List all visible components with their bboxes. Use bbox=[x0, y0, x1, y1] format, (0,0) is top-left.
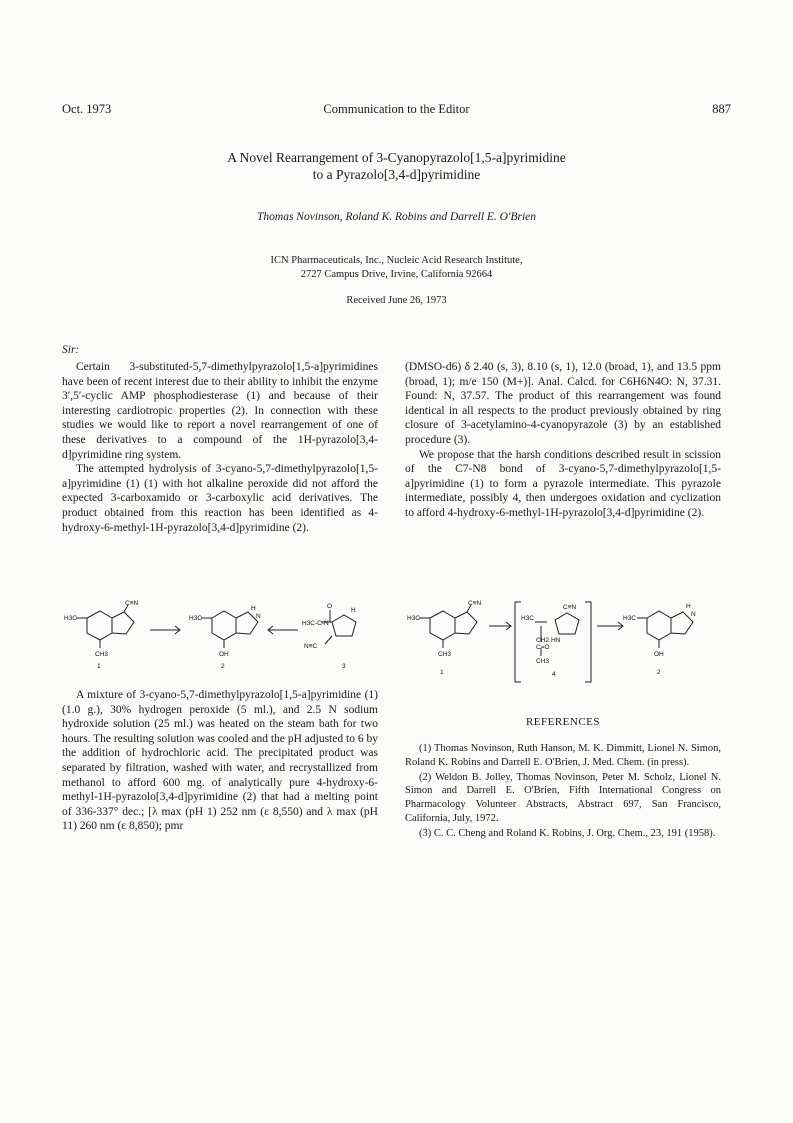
scheme-group-cyano: C≡N bbox=[563, 604, 577, 611]
affiliation-line-2: 2727 Campus Drive, Irvine, California 92664 bbox=[300, 269, 493, 280]
scheme-group-hn: HN bbox=[551, 637, 561, 644]
compound-label-2: 2 bbox=[221, 663, 225, 670]
scheme-group-nitrile: N≡C bbox=[304, 643, 318, 650]
scheme-group-h3c: H3C bbox=[64, 615, 78, 622]
references-heading: REFERENCES bbox=[525, 716, 601, 728]
compound-label-2: 2 bbox=[657, 669, 661, 676]
reference-item: (3) C. C. Cheng and Roland K. Robins, J. Org. Chem., 23, 191 (1958). bbox=[419, 827, 716, 839]
reaction-scheme-left bbox=[62, 600, 378, 680]
page-number: 887 bbox=[712, 102, 731, 116]
left-column-bottom bbox=[62, 688, 378, 834]
header-date: Oct. 1973 bbox=[62, 102, 112, 116]
compound-label-1: 1 bbox=[440, 669, 444, 676]
reference-item: (2) Weldon B. Jolley, Thomas Novinson, Peter M. Scholz, Lionel N. Simon and Darrell E. O'Brien, Fifth International Congress on Pharmacology Volunteer Abstracts, Abstract 697, San Francisco, California, July, 1972. bbox=[405, 771, 721, 824]
compound-label-4: 4 bbox=[552, 671, 556, 678]
scheme-group-h3c: H3C bbox=[189, 615, 203, 622]
scheme-group-cyano: C≡N bbox=[125, 600, 139, 607]
scheme-group-acetylamino: H3C-C-N bbox=[302, 620, 329, 627]
scheme-group-h: H bbox=[686, 603, 691, 610]
reference-item: (1) Thomas Novinson, Ruth Hanson, M. K. Dimmitt, Lionel N. Simon, Roland K. Robins and Darrell E. O'Brien, J. Med. Chem. (in press). bbox=[405, 743, 721, 768]
scheme-group-h3c: H3C bbox=[407, 615, 421, 622]
scheme-group-h3c: H3C bbox=[623, 615, 637, 622]
scheme-group-h3c: H3C bbox=[521, 615, 535, 622]
scheme-group-carbonyl: C=O bbox=[536, 644, 550, 651]
paragraph: Certain 3-substituted-5,7-dimethylpyrazolo[1,5-a]pyrimidines have been of recent interest due to their ability to inhibit the enzyme 3′,5′-cyclic AMP phosphodiesterase (1) and because of their interesting cardiotropic properties (2). In connection with these studies we would like to report a novel rearrangement of one of these derivatives to a compound of the 1H-pyrazolo[3,4-d]pyrimidine ring system. bbox=[62, 361, 378, 461]
scheme-group-h: H bbox=[251, 605, 256, 612]
title-line-1: A Novel Rearrangement of 3-Cyanopyrazolo[1,5-a]pyrimidine bbox=[227, 150, 566, 165]
reaction-scheme-right bbox=[405, 596, 721, 686]
scheme-group-cyano: C≡N bbox=[468, 600, 482, 607]
scheme-group-oh: OH bbox=[654, 651, 664, 658]
received-date: Received June 26, 1973 bbox=[346, 295, 447, 306]
affiliation bbox=[0, 254, 793, 282]
scheme-group-h: H bbox=[351, 607, 356, 614]
salutation: Sir: bbox=[62, 344, 80, 356]
right-column-top bbox=[405, 360, 721, 521]
scheme-group-ch2: CH2 bbox=[536, 637, 550, 644]
paragraph: The attempted hydrolysis of 3-cyano-5,7-dimethylpyrazolo[1,5-a]pyrimidine (1) (1) with hot alkaline peroxide did not afford the expected 3-carboxamido or 3-carboxylic acid derivatives. The product obtained from this reaction has been identified as 4-hydroxy-6-methyl-1H-pyrazolo[3,4-d]pyrimidine (2). bbox=[62, 463, 378, 534]
scheme-group-oh: OH bbox=[219, 651, 229, 658]
affiliation-line-1: ICN Pharmaceuticals, Inc., Nucleic Acid Research Institute, bbox=[270, 255, 523, 266]
scheme-group-ch3: CH3 bbox=[536, 658, 550, 665]
left-column-top bbox=[62, 360, 378, 535]
compound-label-3: 3 bbox=[342, 663, 346, 670]
title-line-2: to a Pyrazolo[3,4-d]pyrimidine bbox=[312, 167, 481, 182]
scheme-group-ch3: CH3 bbox=[95, 651, 109, 658]
scheme-group-n: N bbox=[691, 611, 696, 618]
scheme-group-oxygen: O bbox=[327, 603, 333, 610]
compound-label-1: 1 bbox=[97, 663, 101, 670]
references-list bbox=[405, 742, 721, 842]
paragraph: We propose that the harsh conditions described result in scission of the C7-N8 bond of 3-cyano-5,7-dimethylpyrazolo[1,5-a]pyrimidine (1) to form a pyrazole intermediate. This pyrazole intermediate, possibly 4, then undergoes oxidation and cyclization to afford 4-hydroxy-6-methyl-1H-pyrazolo[3,4-d]pyrimidine (2). bbox=[405, 448, 721, 519]
scheme-group-ch3: CH3 bbox=[438, 651, 452, 658]
paragraph: (DMSO-d6) δ 2.40 (s, 3), 8.10 (s, 1), 12.0 (broad, 1), and 13.5 ppm (broad, 1); m/e 150 (M+)]. Anal. Calcd. for C6H6N4O: N, 37.31. Found: N, 37.57. The product of this rearrangement was found identical in all respects to the product previously obtained by ring closure of 3-acetylamino-4-cyanopyrazole (3) by an established procedure (3). bbox=[405, 361, 721, 446]
paragraph: A mixture of 3-cyano-5,7-dimethylpyrazolo[1,5-a]pyrimidine (1) (1.0 g.), 30% hydrogen peroxide (5 ml.), and 2.5 N sodium hydroxide solution (25 ml.) was heated on the steam bath for two hours. The resulting solution was cooled and the pH adjusted to 6 by the addition of hydrochloric acid. The precipitated product was separated by filtration, washed with water, and recrystallized from methanol to afford 600 mg. of analytically pure 4-hydroxy-6-methyl-1H-pyrazolo[3,4-d]pyrimidine (2) that had a melting point of 336-337° dec.; [λ max (pH 1) 252 nm (ε 8,550) and λ max (pH 11) 260 nm (ε 8,850); pmr bbox=[62, 689, 378, 833]
authors: Thomas Novinson, Roland K. Robins and Darrell E. O'Brien bbox=[257, 211, 536, 223]
header-section: Communication to the Editor bbox=[323, 102, 470, 116]
article-title bbox=[0, 149, 793, 183]
scheme-group-n: N bbox=[256, 613, 261, 620]
